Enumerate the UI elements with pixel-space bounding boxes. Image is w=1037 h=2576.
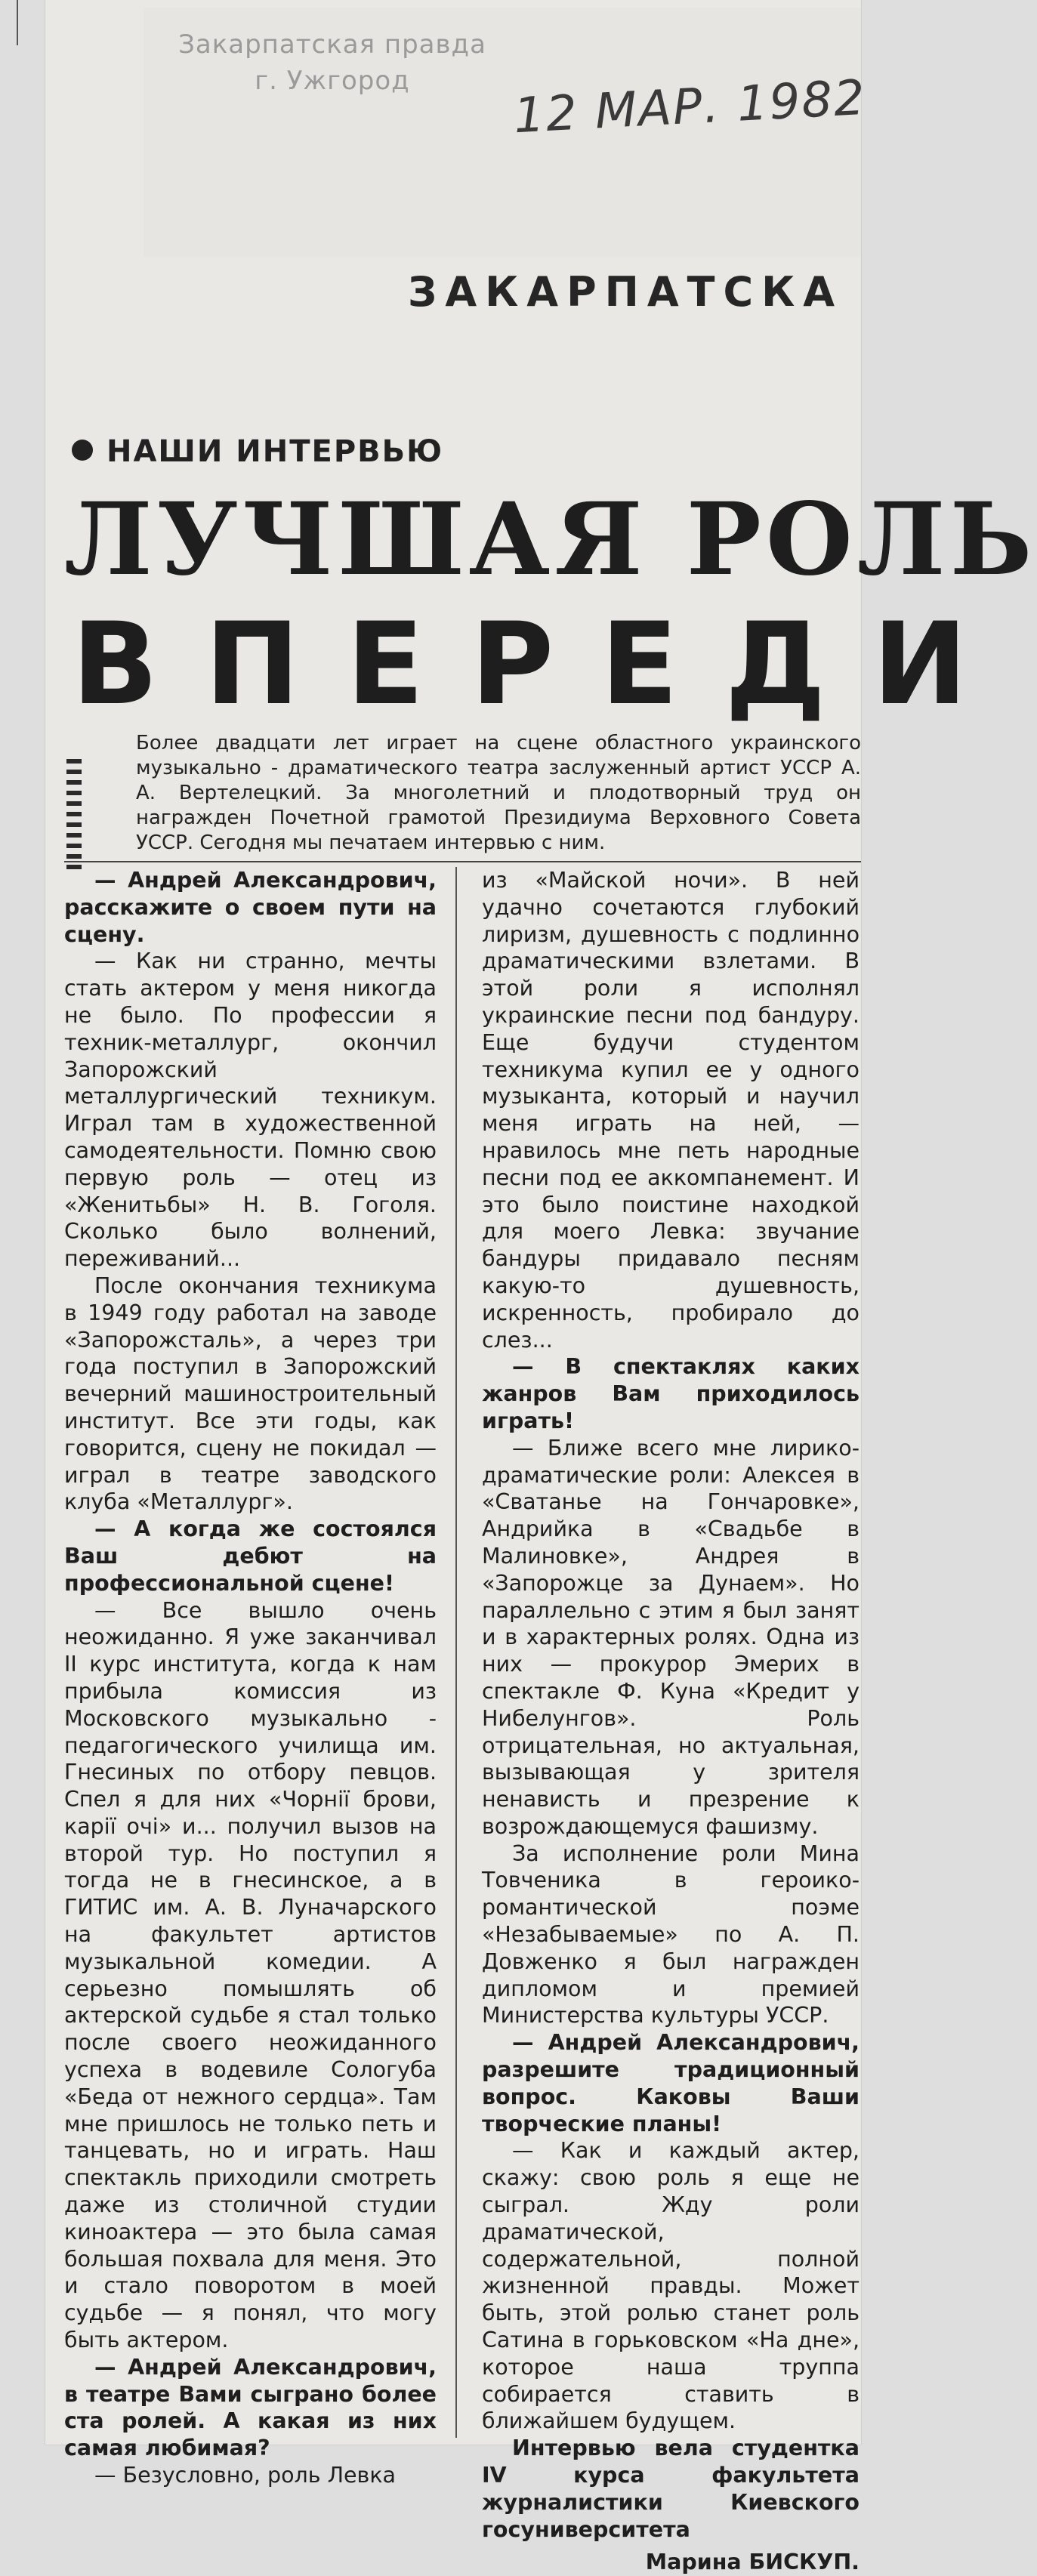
horizontal-rule xyxy=(64,861,861,862)
headline-line-2: ВПЕРЕДИ xyxy=(72,599,1014,730)
library-stamp xyxy=(159,26,506,99)
headline-line-1: ЛУЧШАЯ РОЛЬ xyxy=(64,481,1037,598)
lead-paragraph: Более двадцати лет играет на сцене областного украинского музыкально - драматического театра заслуженный артист УССР А. А. Вертелецкий. За многолетний и плодотворный труд он награжден Почетной грамотой Президиума Верховного Совета УССР. Сегодня мы печатаем интервью с ним. xyxy=(136,732,861,854)
answer-3-start: — Безусловно, роль Левка xyxy=(94,2463,397,2488)
article-column-2 xyxy=(482,867,860,2576)
question-5: — Андрей Александрович, разрешите традиционный вопрос. Каковы Ваши творческие планы! xyxy=(482,2030,860,2136)
question-2: — А когда же состоялся Ваш дебют на профессиональной сцене! xyxy=(64,1516,437,1596)
stamp-line-1: Закарпатская правда xyxy=(178,29,486,60)
answer-2: — Все вышло очень неожиданно. Я уже заканчивал II курс института, когда к нам прибыла комиссия из Московского музыкально - педагогического училища им. Гнесиных по отбору певцов. Спел я для них «Чорнії брови, карії очі» и... получил вызов на второй тур. Но поступил я тогда не в гнесинское, а в ГИТИС им. А. В. Луначарского на факультет артистов музыкальной комедии. А серьезно помышлять об актерской судьбе я стал только после своего неожиданного успеха в водевиле Сологуба «Беда от нежного сердца». Там мне пришлось не только петь и танцевать, но и играть. Наш спектакль приходили смотреть даже из столичной студии киноактера — это была самая большая похвала для меня. Это и стало поворотом в моей судьбе — я понял, что могу быть актером. xyxy=(64,1597,437,2353)
stamp-line-2: г. Ужгород xyxy=(255,66,410,96)
question-1: — Андрей Александрович, расскажите о своем пути на сцену. xyxy=(64,868,437,947)
byline: Интервью вела студентка IV курса факультета журналистики Киевского госуниверситета xyxy=(482,2436,860,2542)
answer-4: — Ближе всего мне лирико-драматические роли: Алексея в «Сватанье на Гончаровке», Андрийка в «Свадьбе в Малиновке», Андрея в «Запорожце за Дунаем». Но параллельно с этим я был занят и в характерных ролях. Одна из них — прокурор Эмерих в спектакле Ф. Куна «Кредит у Нибелунгов». Роль отрицательная, но актуальная, вызывающая у зрителя ненависть и презрение к возрождающемуся фашизму. xyxy=(482,1435,860,1839)
bullet-icon xyxy=(72,440,93,461)
article-column-1 xyxy=(64,867,437,2489)
answer-1: — Как ни странно, мечты стать актером у меня никогда не было. По профессии я техник-металлург, окончил Запорожский металлургический техникум. Играл там в художественной самодеятельности. Помню свою первую роль — отец из «Женитьбы» Н. В. Гоголя. Сколько было волнений, переживаний... xyxy=(64,949,437,1272)
question-3: — Андрей Александрович, в театре Вами сыграно более ста ролей. А какая из них самая любимая? xyxy=(64,2354,437,2461)
rubric-label: НАШИ ИНТЕРВЬЮ xyxy=(106,434,444,469)
answer-3-continued: из «Майской ночи». В ней удачно сочетаются глубокий лиризм, душевность с подлинно драматическими взлетами. В этой роли я исполнял украинские песни под бандуру. Еще будучи студентом техникума купил ее у одного музыканта, который и научил меня играть на ней, — нравилось мне петь народные песни под ее аккомпанемент. И это было поистине находкой для моего Левка: звучание бандуры придавало песням какую-то душевность, искренность, пробирало до слез... xyxy=(482,868,860,1353)
paragraph: За исполнение роли Мина Товченика в героико-романтической поэме «Незабываемые» по А. П. Довженко я был награжден дипломом и премией Министерства культуры УССР. xyxy=(482,1840,860,2028)
answer-5: — Как и каждый актер, скажу: свою роль я еще не сыграл. Жду роли драматической, содержательной, полной жизненной правды. Может быть, этой ролью станет роль Сатина в горьковском «На дне», которое наша труппа собирается ставить в ближайшем будущем. xyxy=(482,2138,860,2434)
lead-marker-bar xyxy=(66,759,82,872)
author-signature: Марина БИСКУП. xyxy=(645,2550,860,2575)
paragraph: После окончания техникума в 1949 году работал на заводе «Запорожсталь», а через три года поступил в Запорожский вечерний машиностроительный институт. Все эти годы, как говорится, сцену не покидал — играл в театре заводского клуба «Металлург». xyxy=(64,1273,437,1515)
question-4: — В спектаклях каких жанров Вам приходилось играть! xyxy=(482,1354,860,1433)
paper-edge-line xyxy=(17,0,18,45)
column-divider xyxy=(455,867,457,2438)
handwritten-date: 12 МАР. 1982 xyxy=(512,69,868,145)
newspaper-masthead: ЗАКАРПАТСКА xyxy=(408,268,844,316)
rubric-heading xyxy=(72,434,443,469)
